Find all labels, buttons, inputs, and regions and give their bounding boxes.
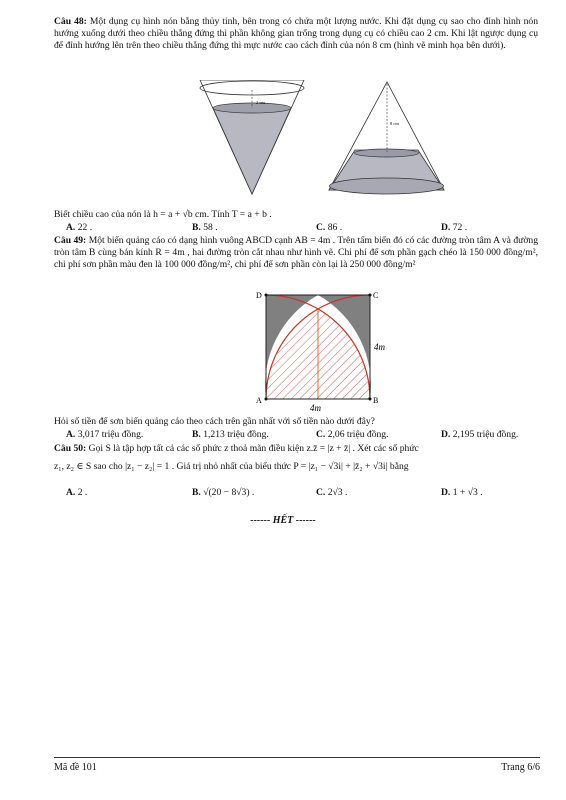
exam-code: Mã đề 101 (54, 762, 97, 773)
q49-after: Hỏi số tiền để sơn biển quảng cáo theo cách trên gần nhất với số tiền nào dưới đây? (54, 416, 375, 427)
cone-apex-down (200, 80, 304, 194)
vertex-a: A (256, 396, 262, 405)
end-marker: ------ HẾT ------ (250, 515, 316, 526)
cone-figures (180, 80, 470, 205)
label-8cm: 8 cm (390, 121, 399, 126)
q50-options (66, 487, 538, 501)
q48-options (66, 222, 538, 234)
question-label: Câu 49: (54, 235, 87, 246)
q49-options (66, 429, 538, 441)
square-figure (250, 287, 390, 411)
page-number: Trang 6/6 (501, 762, 540, 773)
option-d[interactable]: D. 1 + √3 . (441, 487, 483, 498)
option-c[interactable]: C. 2,06 triệu đồng. (316, 429, 389, 440)
option-c[interactable]: C. 86 . (316, 222, 343, 233)
option-c[interactable]: C. 2√3 . (316, 487, 348, 498)
vertex-d: D (256, 291, 262, 300)
q48-after: Biết chiều cao của nón là h = a + √b cm. Tính T = a + b . (54, 209, 272, 220)
label-2cm: 2 cm (256, 100, 265, 105)
option-a[interactable]: A. 3,017 triệu đồng. (66, 429, 144, 440)
option-b[interactable]: B. 58 . (192, 222, 218, 233)
question-text-2: z₁, z₂ ∈ S sao cho |z₁ − z₂| = 1 . Giá trị nhỏ nhất của biểu thức P = |z₁ − √3i| + |z̄₂ + √3i| bằng (54, 461, 409, 472)
question-label: Câu 48: (54, 16, 87, 27)
option-d[interactable]: D. 2,195 triệu đồng. (441, 429, 519, 440)
question-49 (54, 235, 538, 271)
option-a[interactable]: A. 2 . (66, 487, 88, 498)
footer-divider (54, 757, 540, 758)
side-label: 4m (374, 342, 385, 352)
question-text: Gọi S là tập hợp tất cả các số phức z thoả mãn điều kiện z.z̄ = |z + z̄| . Xét các số phức (88, 443, 419, 454)
vertex-c: C (373, 291, 379, 300)
question-48 (54, 16, 538, 52)
question-50 (54, 443, 538, 473)
question-text: Một dụng cụ hình nón bằng thủy tinh, bên trong có chứa một lượng nước. Khi đặt dụng cụ sao cho đỉnh hình nón hướng xuống dưới theo chiều thẳng đứng thì phần không gian trống trong dụng cụ có chiều cao 2 cm. Khi lật ngược dụng cụ để đỉnh hướng lên trên theo chiều thẳng đứng thì mực nước cao cách đỉnh của nón 8 cm (hình vẽ minh họa bên dưới). (54, 16, 539, 51)
option-a[interactable]: A. 22 . (66, 222, 93, 233)
option-d[interactable]: D. 72 . (441, 222, 468, 233)
option-b[interactable]: B. √(20 − 8√3) . (192, 487, 255, 498)
cone-apex-up (329, 82, 444, 194)
bottom-label: 4m (310, 403, 321, 411)
vertex-b: B (373, 396, 379, 405)
option-b[interactable]: B. 1,213 triệu đồng. (192, 429, 269, 440)
question-text: Một biển quảng cáo có dạng hình vuông ABCD cạnh AB = 4m . Trên tấm biển đó có các đường tròn tâm A và đường tròn tâm B cùng bán kính R = 4m , hai đường tròn cắt nhau như hình vẽ. Chi phí để sơn phần gạch chéo là 150 000 đồng/m², chi phí sơn phần màu đen là 100 000 đồng/m², chi phí để sơn phần còn lại là 250 000 đồng/m² (54, 235, 539, 270)
question-label: Câu 50: (54, 443, 87, 454)
